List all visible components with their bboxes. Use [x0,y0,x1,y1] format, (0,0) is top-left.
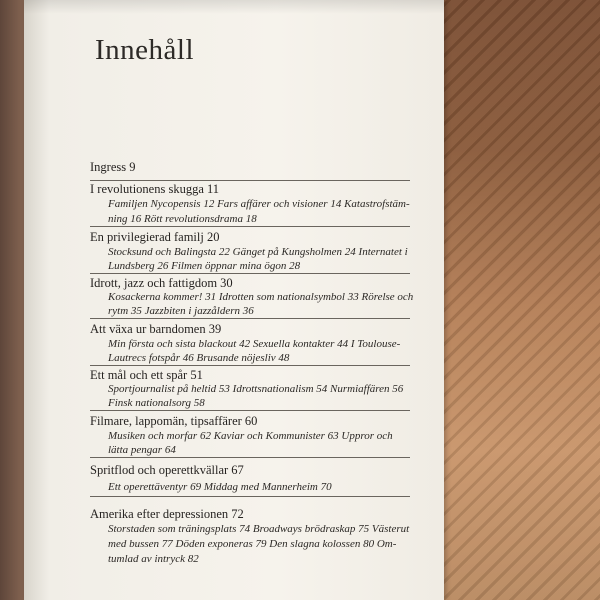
chapter-subsections: Lautrecs fotspår 46 Brusande nöjesliv 48 [108,352,290,364]
chapter-title: Filmare, lappomän, tipsaffärer 60 [90,414,258,428]
chapter-subsections: rytm 35 Jazzbiten i jazzåldern 36 [108,305,254,317]
chapter-subsections: Finsk nationalsorg 58 [108,397,205,409]
chapter-title: En privilegierad familj 20 [90,230,220,244]
chapter-subsections: Kosackerna kommer! 31 Idrotten som nationalsymbol 33 Rörelse och [108,291,414,303]
chapter-subsections: Familjen Nycopensis 12 Fars affärer och visioner 14 Katastrofstäm- [108,198,410,210]
chapter-subsections: Storstaden som träningsplats 74 Broadways brödraskap 75 Västerut [108,523,410,535]
chapter-subsections: Lundsberg 26 Filmen öppnar mina ögon 28 [108,260,301,272]
chapter-subsections: med bussen 77 Döden exponeras 79 Den slagna kolossen 80 Om- [108,538,397,550]
chapter-subsections: tumlad av intryck 82 [108,553,199,565]
chapter-subsections: ning 16 Rött revolutionsdrama 18 [108,213,257,225]
chapter-title: I revolutionens skugga 11 [90,182,220,196]
divider [90,273,410,274]
divider [90,226,410,227]
divider [90,365,410,366]
chapter-title: Ett mål och ett spår 51 [90,368,203,382]
divider [90,496,410,497]
chapter-title: Ingress 9 [90,160,136,174]
divider [90,180,410,181]
chapter-subsections: Musiken och morfar 62 Kaviar och Kommunister 63 Uppror och [108,430,393,442]
chapter-subsections: Ett operettäventyr 69 Middag med Mannerheim 70 [108,481,332,493]
chapter-title: Spritflod och operettkvällar 67 [90,463,244,477]
chapter-subsections: Stocksund och Balingsta 22 Gänget på Kungsholmen 24 Internatet i [108,246,408,258]
chapter-title: Att växa ur barndomen 39 [90,322,222,336]
divider [90,410,410,411]
page-title: Innehåll [95,34,195,66]
chapter-subsections: lätta pengar 64 [108,444,176,456]
chapter-subsections: Min första och sista blackout 42 Sexuella kontakter 44 I Toulouse- [108,338,401,350]
chapter-title: Idrott, jazz och fattigdom 30 [90,276,233,290]
chapter-title: Amerika efter depressionen 72 [90,507,244,521]
divider [90,457,410,458]
chapter-subsections: Sportjournalist på heltid 53 Idrottsnationalism 54 Nurmiaffären 56 [108,383,404,395]
divider [90,318,410,319]
